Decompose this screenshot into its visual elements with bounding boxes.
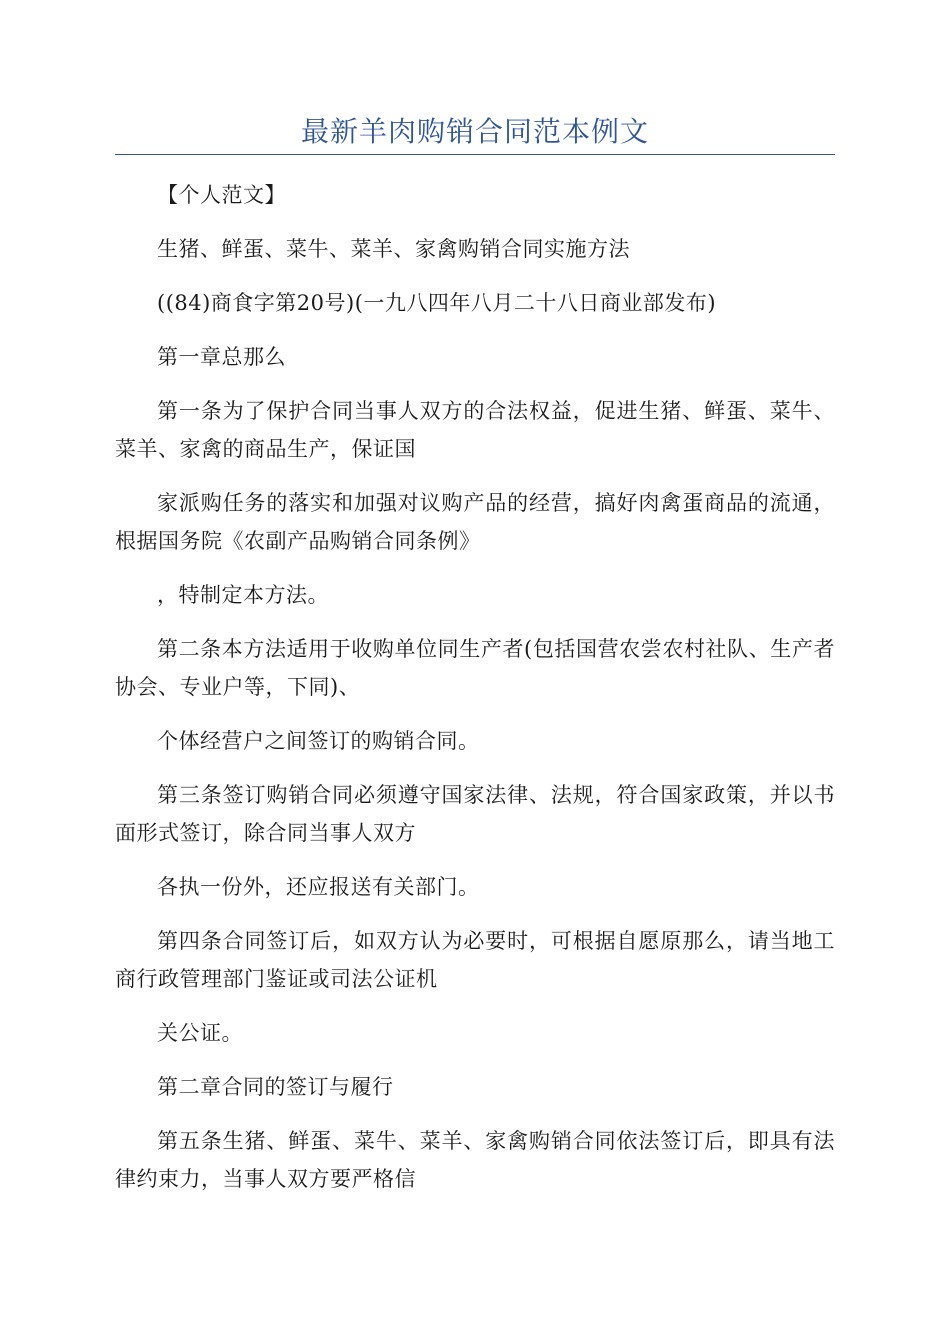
paragraph: 第二章合同的签订与履行 bbox=[157, 1075, 394, 1099]
title-underline bbox=[115, 154, 835, 155]
paragraph: 第三条签订购销合同必须遵守国家法律、法规，符合国家政策，并以书面形式签订，除合同当事人双方 bbox=[115, 783, 835, 845]
paragraph: 第二条本方法适用于收购单位同生产者(包括国营农尝农村社队、生产者协会、专业户等，下同)、 bbox=[115, 637, 835, 699]
paragraph: 【个人范文】 bbox=[157, 183, 286, 207]
document-title: 最新羊肉购销合同范本例文 bbox=[300, 115, 649, 148]
paragraph: ，特制定本方法。 bbox=[157, 583, 329, 607]
paragraph: 第四条合同签订后，如双方认为必要时，可根据自愿原那么，请当地工商行政管理部门鉴证或司法公证机 bbox=[115, 929, 835, 991]
paragraph: 第五条生猪、鲜蛋、菜牛、菜羊、家禽购销合同依法签订后，即具有法律约束力，当事人双方要严格信 bbox=[115, 1129, 835, 1191]
paragraph: 家派购任务的落实和加强对议购产品的经营，搞好肉禽蛋商品的流通，根据国务院《农副产品购销合同条例》 bbox=[115, 491, 835, 553]
paragraph: 第一条为了保护合同当事人双方的合法权益，促进生猪、鲜蛋、菜牛、菜羊、家禽的商品生产，保证国 bbox=[115, 399, 835, 461]
paragraph: 生猪、鲜蛋、菜牛、菜羊、家禽购销合同实施方法 bbox=[157, 237, 630, 261]
paragraph: ((84)商食字第20号)(一九八四年八月二十八日商业部发布) bbox=[157, 291, 717, 315]
document-body bbox=[115, 176, 835, 1198]
paragraph: 个体经营户之间签订的购销合同。 bbox=[157, 729, 480, 753]
paragraph: 第一章总那么 bbox=[157, 345, 286, 369]
paragraph: 各执一份外，还应报送有关部门。 bbox=[157, 875, 480, 899]
paragraph: 关公证。 bbox=[157, 1021, 243, 1045]
